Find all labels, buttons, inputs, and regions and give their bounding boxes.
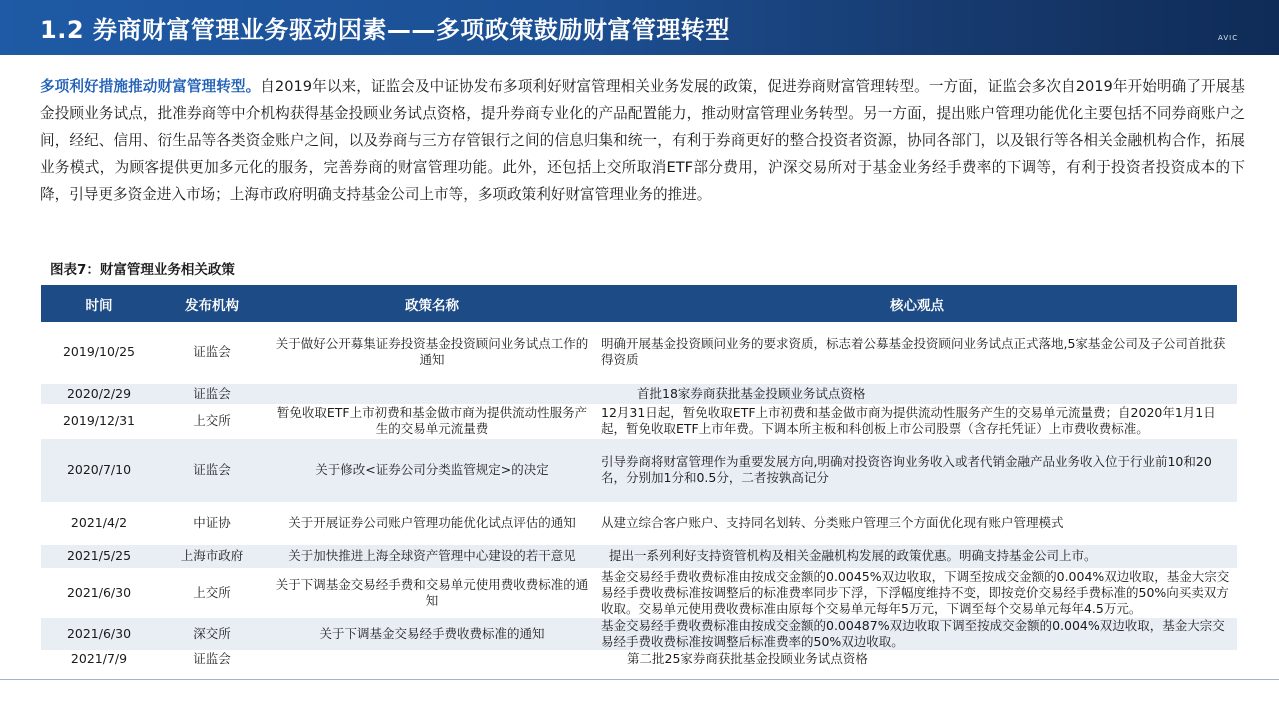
cell-core-view: 提出一系列利好支持资管机构及相关金融机构发展的政策优惠。明确支持基金公司上市。	[597, 544, 1237, 568]
table-row	[41, 650, 1237, 667]
footer-divider	[0, 679, 1279, 680]
cell-policy-name: 关于修改<证券公司分类监管规定>的决定	[267, 438, 597, 502]
intro-paragraph	[40, 73, 1245, 208]
cell-core-view: 12月31日起，暂免收取ETF上市初费和基金做市商为提供流动性服务产生的交易单元流量费；自2020年1月1日起，暂免收取ETF上市年费。下调本所主板和科创板上市公司股票（含存托凭证）上市费收费标准。	[597, 404, 1237, 438]
avic-logo: AVIC	[1218, 34, 1239, 42]
cell-org: 深交所	[157, 617, 267, 650]
cell-policy-name: 关于做好公开募集证券投资基金投资顾问业务试点工作的通知	[267, 322, 597, 383]
cell-date: 2021/4/2	[41, 502, 157, 544]
cell-policy-name	[267, 650, 597, 667]
table-row	[41, 617, 1237, 650]
intro-body: 自2019年以来，证监会及中证协发布多项利好财富管理相关业务发展的政策，促进券商财富管理转型。一方面，证监会多次自2019年开始明确了开展基金投顾业务试点，批准券商等中介机构获得基金投顾业务试点资格，提升券商专业化的产品配置能力，推动财富管理业务转型。另一方面，提出账户管理功能优化主要包括不同券商账户之间，经纪、信用、衍生品等各类资金账户之间，以及券商与三方存管银行之间的信息归集和统一，有利于券商更好的整合投资者资源，协同各部门，以及银行等各相关金融机构合作，拓展业务模式，为顾客提供更加多元化的服务，完善券商的财富管理功能。此外，还包括上交所取消ETF部分费用，沪深交易所对于基金业务经手费率的下调等，有利于投资者投资成本的下降，引导更多资金进入市场；上海市政府明确支持基金公司上市等，多项政策利好财富管理业务的推进。	[40, 78, 1245, 203]
table-row	[41, 438, 1237, 502]
cell-date: 2021/6/30	[41, 617, 157, 650]
cell-core-view: 第二批25家券商获批基金投顾业务试点资格	[597, 650, 1237, 667]
table-header-row	[41, 285, 1237, 322]
cell-policy-name: 关于开展证券公司账户管理功能优化试点评估的通知	[267, 502, 597, 544]
cell-core-view: 基金交易经手费收费标准由按成交金额的0.0045%双边收取，下调至按成交金额的0.004%双边收取，基金大宗交易经手费收费标准按调整后的标准费率同步下浮，下浮幅度维持不变，即按竞价交易经手费标准的50%向买卖双方收取。交易单元使用费收费标准由原每个交易单元每年5万元，下调至每个交易单元每年4.5万元。	[597, 568, 1237, 617]
header-policy-name: 政策名称	[267, 285, 597, 322]
cell-date: 2021/5/25	[41, 544, 157, 568]
cell-policy-name	[267, 383, 597, 404]
header-date: 时间	[41, 285, 157, 322]
table-row	[41, 544, 1237, 568]
cell-policy-name: 关于下调基金交易经手费和交易单元使用费收费标准的通知	[267, 568, 597, 617]
table-row	[41, 404, 1237, 438]
cell-org: 中证协	[157, 502, 267, 544]
header-org: 发布机构	[157, 285, 267, 322]
intro-lead: 多项利好措施推动财富管理转型。	[40, 78, 261, 95]
figure-title: 图表7：财富管理业务相关政策	[50, 262, 235, 278]
title-bar	[0, 0, 1279, 55]
cell-date: 2021/7/9	[41, 650, 157, 667]
cell-date: 2019/10/25	[41, 322, 157, 383]
header-core-view: 核心观点	[597, 285, 1237, 322]
cell-core-view: 明确开展基金投资顾问业务的要求资质，标志着公募基金投资顾问业务试点正式落地,5家基金公司及子公司首批获得资质	[597, 322, 1237, 383]
slide-title: 1.2 券商财富管理业务驱动因素——多项政策鼓励财富管理转型	[40, 16, 730, 44]
table-row	[41, 322, 1237, 383]
cell-policy-name: 暂免收取ETF上市初费和基金做市商为提供流动性服务产生的交易单元流量费	[267, 404, 597, 438]
cell-org: 证监会	[157, 322, 267, 383]
cell-core-view: 从建立综合客户账户、支持同名划转、分类账户管理三个方面优化现有账户管理模式	[597, 502, 1237, 544]
cell-org: 上海市政府	[157, 544, 267, 568]
policy-table	[41, 285, 1237, 668]
table-row	[41, 502, 1237, 544]
cell-policy-name: 关于下调基金交易经手费收费标准的通知	[267, 617, 597, 650]
cell-date: 2020/7/10	[41, 438, 157, 502]
cell-date: 2021/6/30	[41, 568, 157, 617]
cell-policy-name: 关于加快推进上海全球资产管理中心建设的若干意见	[267, 544, 597, 568]
cell-org: 上交所	[157, 404, 267, 438]
table-row	[41, 383, 1237, 404]
table-row	[41, 568, 1237, 617]
cell-core-view: 引导券商将财富管理作为重要发展方向,明确对投资咨询业务收入或者代销金融产品业务收入位于行业前10和20名，分别加1分和0.5分，二者按孰高记分	[597, 438, 1237, 502]
cell-core-view: 首批18家券商获批基金投顾业务试点资格	[597, 383, 1237, 404]
cell-org: 证监会	[157, 383, 267, 404]
cell-org: 上交所	[157, 568, 267, 617]
cell-date: 2019/12/31	[41, 404, 157, 438]
cell-core-view: 基金交易经手费收费标准由按成交金额的0.00487%双边收取下调至按成交金额的0.004%双边收取，基金大宗交易经手费收费标准按调整后标准费率的50%双边收取。	[597, 617, 1237, 650]
cell-date: 2020/2/29	[41, 383, 157, 404]
cell-org: 证监会	[157, 438, 267, 502]
cell-org: 证监会	[157, 650, 267, 667]
